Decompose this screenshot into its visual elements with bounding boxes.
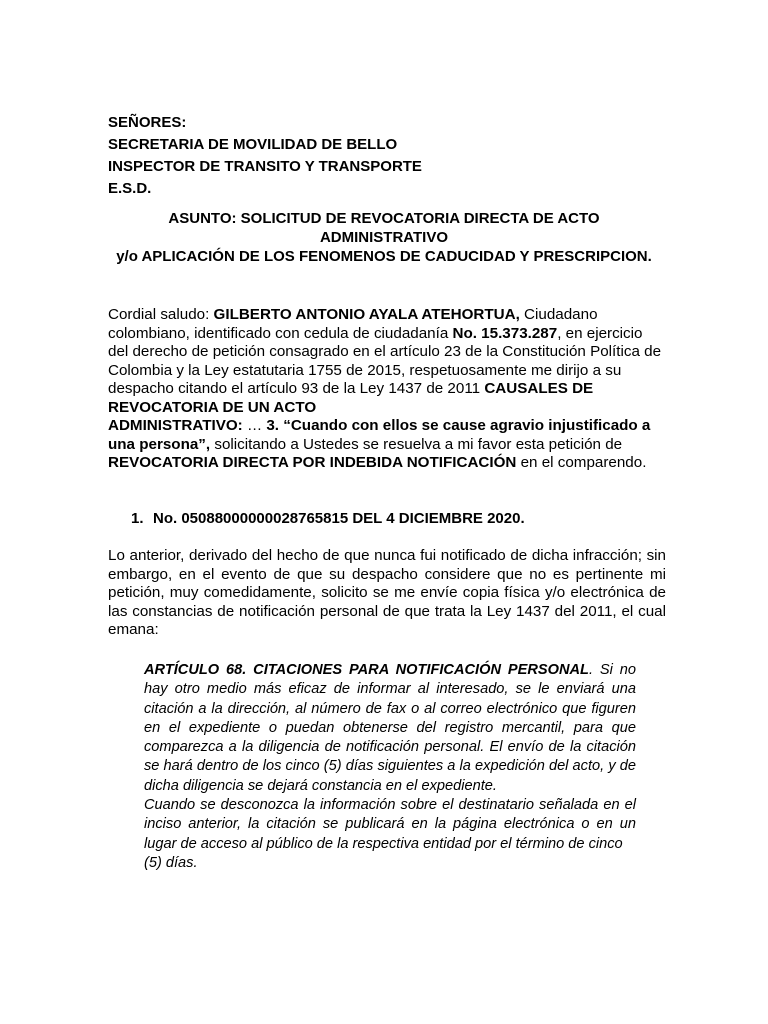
citation-number: No. 05088000000028765815 DEL 4 DICIEMBRE 2020. [153, 510, 525, 527]
article-text: . Si no hay otro medio más eficaz de informar al interesado, se le enviará una citación a la dirección, al número de fax o al correo electrónico que figuren en el expediente o puedan obtenerse del registro mercantil, para que comparezca a la diligencia de notificación personal. El envío de la citación se hará dentro de los cinco (5) días siguientes a la expedición del acto, y de dicha diligencia se dejará constancia en el expediente. [144, 662, 637, 794]
causales-heading: REVOCATORIA DE UN ACTO [108, 398, 317, 416]
recipient-line: SEÑORES: [108, 114, 187, 131]
citation-list-item [131, 509, 651, 529]
subject-line: ASUNTO: SOLICITUD DE REVOCATORIA DIRECTA DE ACTO [168, 210, 600, 227]
greeting-text: Cordial saludo: [108, 306, 214, 323]
intro-text: en el comparendo. [516, 454, 647, 471]
intro-text: Ciudadano colombiano, identificado con cedula de ciudadanía [108, 306, 598, 342]
article-paragraph: Cuando se desconozca la información sobre el destinatario señalada en el inciso anterior, la citación se publicará en la página electrónica o en un lugar de acceso al público de la respectiva entidad por el término de cinco [144, 797, 636, 852]
revocatoria-request: REVOCATORIA DIRECTA POR INDEBIDA NOTIFICACIÓN [108, 454, 517, 471]
intro-paragraph [108, 306, 666, 473]
quoted-cause: 3. “Cuando con ellos se cause agravio injustificado a una persona”, [108, 417, 651, 453]
causales-heading: CAUSALES DE [484, 380, 594, 397]
recipient-line: INSPECTOR DE TRANSITO Y TRANSPORTE [108, 158, 422, 175]
subject-line: ADMINISTRATIVO [319, 229, 449, 246]
causales-heading: ADMINISTRATIVO: [108, 417, 243, 434]
petitioner-name: GILBERTO ANTONIO AYALA ATEHORTUA, [213, 306, 520, 323]
id-number: No. 15.373.287 [452, 324, 558, 342]
recipient-line: E.S.D. [108, 180, 152, 197]
article-paragraph [144, 661, 636, 796]
list-number: 1. [131, 510, 144, 527]
intro-text: … [242, 417, 267, 434]
subject-line: y/o APLICACIÓN DE LOS FENOMENOS DE CADUCIDAD Y PRESCRIPCION. [116, 248, 652, 265]
article-title: ARTÍCULO 68. CITACIONES PARA NOTIFICACIÓN PERSONAL [144, 662, 589, 678]
request-paragraph: Lo anterior, derivado del hecho de que nunca fui notificado de dicha infracción; sin embargo, en el evento de que su despacho considere que no es pertinente mi petición, muy comedidamente, solicito se me envíe copia física y/o electrónica de las constancias de notificación personal de que trata la Ley 1437 del 2011, el cual emana: [108, 547, 666, 638]
recipient-line: SECRETARIA DE MOVILIDAD DE BELLO [108, 136, 398, 153]
recipients-block [108, 112, 668, 200]
intro-text: , en ejercicio del derecho de petición consagrado en el artículo 23 de la Constitución Política de Colombia y la Ley estatutaria 1755 de 2015, respetuosamente me dirijo a su despacho citando el artículo 93 de la Ley 1437 de 2011 [108, 324, 662, 397]
intro-text: solicitando a Ustedes se resuelva a mi favor esta petición de [210, 435, 623, 453]
subject-block [96, 209, 672, 266]
article-quote [144, 661, 636, 873]
article-paragraph: (5) días. [144, 854, 198, 871]
